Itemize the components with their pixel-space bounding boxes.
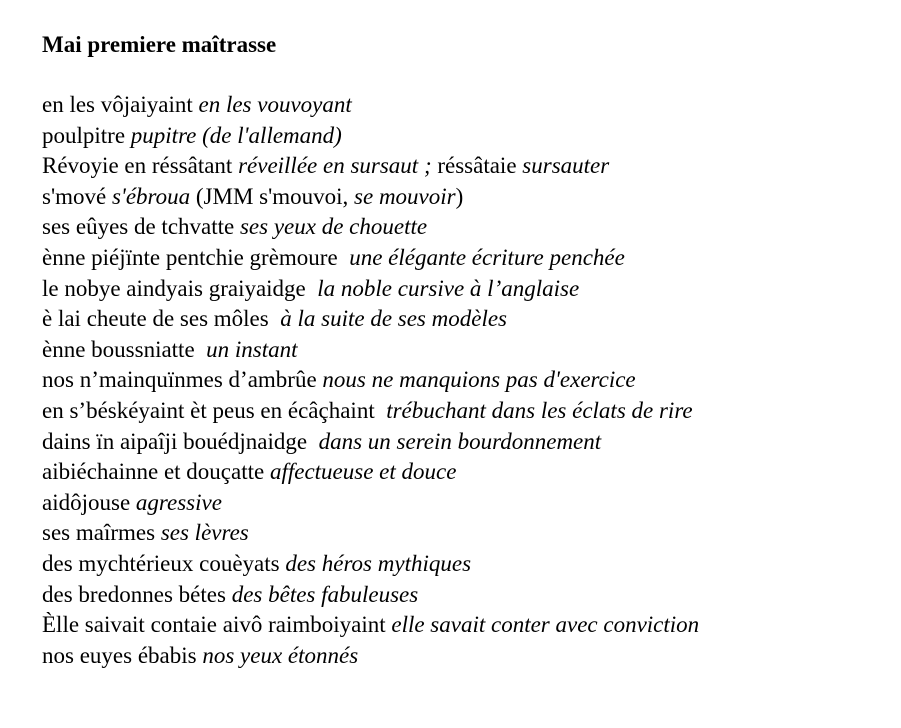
glossary-entry bbox=[42, 151, 892, 182]
patois-term: des bredonnes bétes bbox=[42, 581, 232, 607]
french-translation: affectueuse et douce bbox=[269, 459, 457, 485]
french-translation: ses lèvres bbox=[160, 520, 249, 546]
french-translation: s'ébroua bbox=[111, 183, 191, 209]
document bbox=[42, 30, 892, 671]
glossary-entry bbox=[42, 457, 892, 488]
glossary-entry bbox=[42, 549, 892, 580]
french-translation: se mouvoir bbox=[354, 183, 456, 209]
glossary-entry bbox=[42, 641, 892, 672]
glossary-entry bbox=[42, 182, 892, 213]
patois-term: aidôjouse bbox=[42, 489, 136, 515]
patois-term: s'mové bbox=[42, 183, 112, 209]
french-translation: à la suite de ses modèles bbox=[280, 306, 507, 332]
french-translation: nous ne manquions pas d'exercice bbox=[322, 367, 636, 393]
glossary-entry bbox=[42, 488, 892, 519]
glossary-entry bbox=[42, 427, 892, 458]
glossary-entry bbox=[42, 518, 892, 549]
glossary-entry bbox=[42, 335, 892, 366]
patois-term: le nobye aindyais graiyaidge bbox=[42, 275, 318, 301]
patois-term: ènne piéjïnte pentchie grèmoure bbox=[42, 244, 350, 270]
patois-term: Èlle saivait contaie aivô raimboiyaint bbox=[42, 612, 392, 638]
glossary-entry bbox=[42, 396, 892, 427]
patois-term: réssâtaie bbox=[431, 153, 523, 179]
french-translation: sursauter bbox=[522, 153, 610, 179]
french-translation: pupitre (de l'allemand) bbox=[130, 122, 342, 148]
glossary-entry bbox=[42, 580, 892, 611]
glossary-entry bbox=[42, 121, 892, 152]
patois-term: ses eûyes de tchvatte bbox=[42, 214, 240, 240]
french-translation: un instant bbox=[206, 336, 298, 362]
glossary-entry bbox=[42, 610, 892, 641]
patois-term: Révoyie en réssâtant bbox=[42, 153, 239, 179]
glossary-entry bbox=[42, 304, 892, 335]
patois-term: ses maîrmes bbox=[42, 520, 161, 546]
patois-term: (JMM s'mouvoi, bbox=[190, 183, 355, 209]
document-title: Mai premiere maîtrasse bbox=[42, 32, 277, 57]
french-translation: des bêtes fabuleuses bbox=[231, 581, 419, 607]
patois-term: poulpitre bbox=[42, 122, 131, 148]
french-translation: réveillée en sursaut ; bbox=[238, 153, 432, 179]
patois-term: dains ïn aipaîji bouédjnaidge bbox=[42, 428, 319, 454]
glossary-entry bbox=[42, 212, 892, 243]
french-translation: agressive bbox=[135, 489, 222, 515]
french-translation: elle savait conter avec conviction bbox=[391, 612, 700, 638]
patois-term: nos euyes ébabis bbox=[42, 642, 203, 668]
french-translation: trébuchant dans les éclats de rire bbox=[386, 397, 693, 423]
french-translation: la noble cursive à l’anglaise bbox=[317, 275, 580, 301]
french-translation: nos yeux étonnés bbox=[202, 642, 359, 668]
patois-term: en s’béskéyaint èt peus en écâçhaint bbox=[42, 397, 387, 423]
french-translation: en les vouvoyant bbox=[198, 92, 352, 117]
glossary-entry bbox=[42, 274, 892, 305]
glossary-entry bbox=[42, 365, 892, 396]
glossary-entry bbox=[42, 243, 892, 274]
patois-term: ) bbox=[455, 183, 464, 209]
french-translation: une élégante écriture penchée bbox=[349, 244, 625, 270]
glossary-entry bbox=[42, 90, 892, 121]
french-translation: dans un serein bourdonnement bbox=[318, 428, 602, 454]
patois-term: nos n’mainquïnmes d’ambrûe bbox=[42, 367, 323, 393]
patois-term: ènne boussniatte bbox=[42, 336, 207, 362]
french-translation: des héros mythiques bbox=[285, 550, 472, 576]
patois-term: en les vôjaiyaint bbox=[42, 92, 199, 117]
patois-term: è lai cheute de ses môles bbox=[42, 306, 281, 332]
patois-term: des mychtérieux couèyats bbox=[42, 550, 286, 576]
glossary-list bbox=[42, 90, 892, 671]
french-translation: ses yeux de chouette bbox=[239, 214, 428, 240]
patois-term: aibiéchainne et douçatte bbox=[42, 459, 270, 485]
